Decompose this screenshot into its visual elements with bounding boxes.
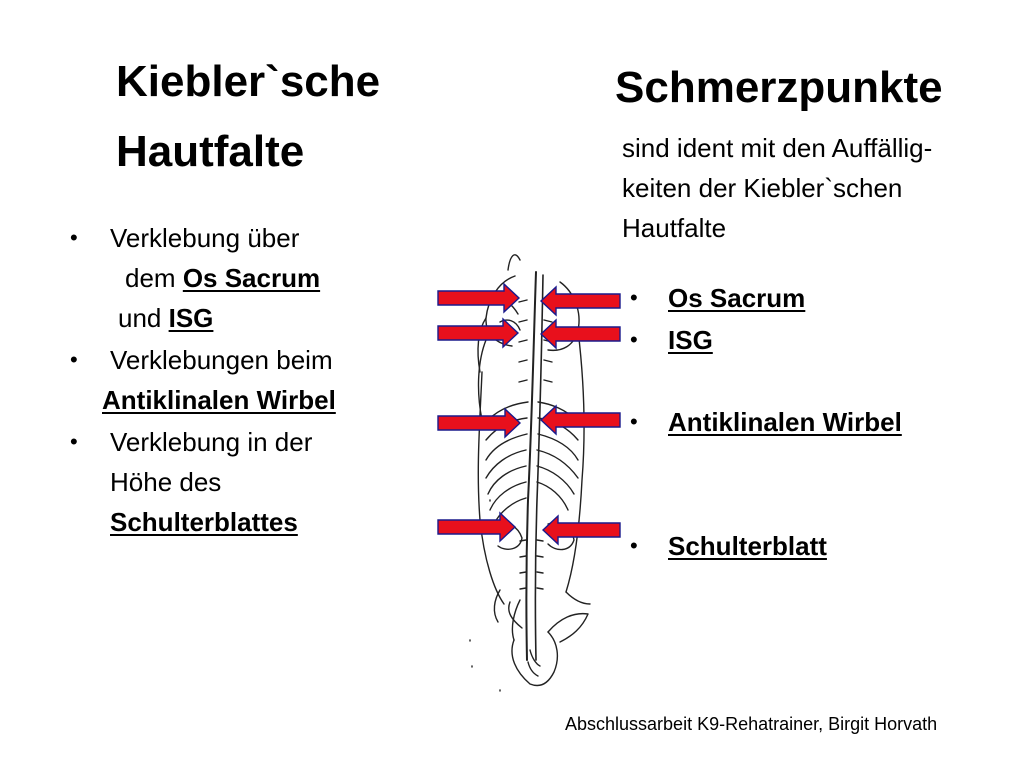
left-item-3-line-1: Verklebung in der xyxy=(110,427,313,457)
title-left-line-1: Kiebler`sche xyxy=(116,57,381,106)
bullet-marker: • xyxy=(70,347,78,372)
subtitle-line-3: Hautfalte xyxy=(622,213,727,243)
term-os-sacrum: Os Sacrum xyxy=(668,283,806,313)
arrow-left-os-sacrum xyxy=(541,287,620,315)
term-isg: ISG xyxy=(668,325,713,355)
bullet-marker: • xyxy=(70,429,78,454)
term-antiklinalen-wirbel: Antiklinalen Wirbel xyxy=(102,385,336,415)
bullet-marker: • xyxy=(630,409,638,434)
arrow-right-schulterblatt xyxy=(438,513,515,541)
term-isg: ISG xyxy=(168,303,214,333)
bullet-marker: • xyxy=(630,533,638,558)
arrow-left-schulterblatt xyxy=(543,516,620,544)
title-left-line-2: Hautfalte xyxy=(116,127,305,176)
spine-line xyxy=(526,272,536,660)
arrow-left-antiklinalen-wirbel xyxy=(541,406,620,434)
left-item-3-line-2: Höhe des xyxy=(110,467,222,497)
title-right: Schmerzpunkte xyxy=(615,63,943,112)
head-outline xyxy=(512,632,557,686)
left-item-1-line-1: Verklebung über xyxy=(110,223,300,253)
left-item-2-line-1: Verklebungen beim xyxy=(110,345,333,375)
term-os-sacrum: Os Sacrum xyxy=(182,263,321,293)
term-schulterblattes: Schulterblattes xyxy=(110,507,298,537)
text-fragment: und xyxy=(118,303,169,333)
footer-credit: Abschlussarbeit K9-Rehatrainer, Birgit Horvath xyxy=(565,714,938,734)
bullet-marker: • xyxy=(70,225,78,250)
arrow-right-os-sacrum xyxy=(438,284,519,312)
subtitle-line-2: keiten der Kiebler`schen xyxy=(622,173,903,203)
bullet-marker: • xyxy=(630,285,638,310)
subtitle-line-1: sind ident mit den Auffällig- xyxy=(622,133,933,163)
term-schulterblatt: Schulterblatt xyxy=(668,531,827,561)
bullet-marker: • xyxy=(630,327,638,352)
body-outline xyxy=(566,330,584,592)
arrow-left-isg xyxy=(541,320,620,348)
term-antiklinalen-wirbel: Antiklinalen Wirbel xyxy=(668,407,902,437)
text-fragment: dem xyxy=(125,263,183,293)
dog-sketch xyxy=(470,255,590,691)
